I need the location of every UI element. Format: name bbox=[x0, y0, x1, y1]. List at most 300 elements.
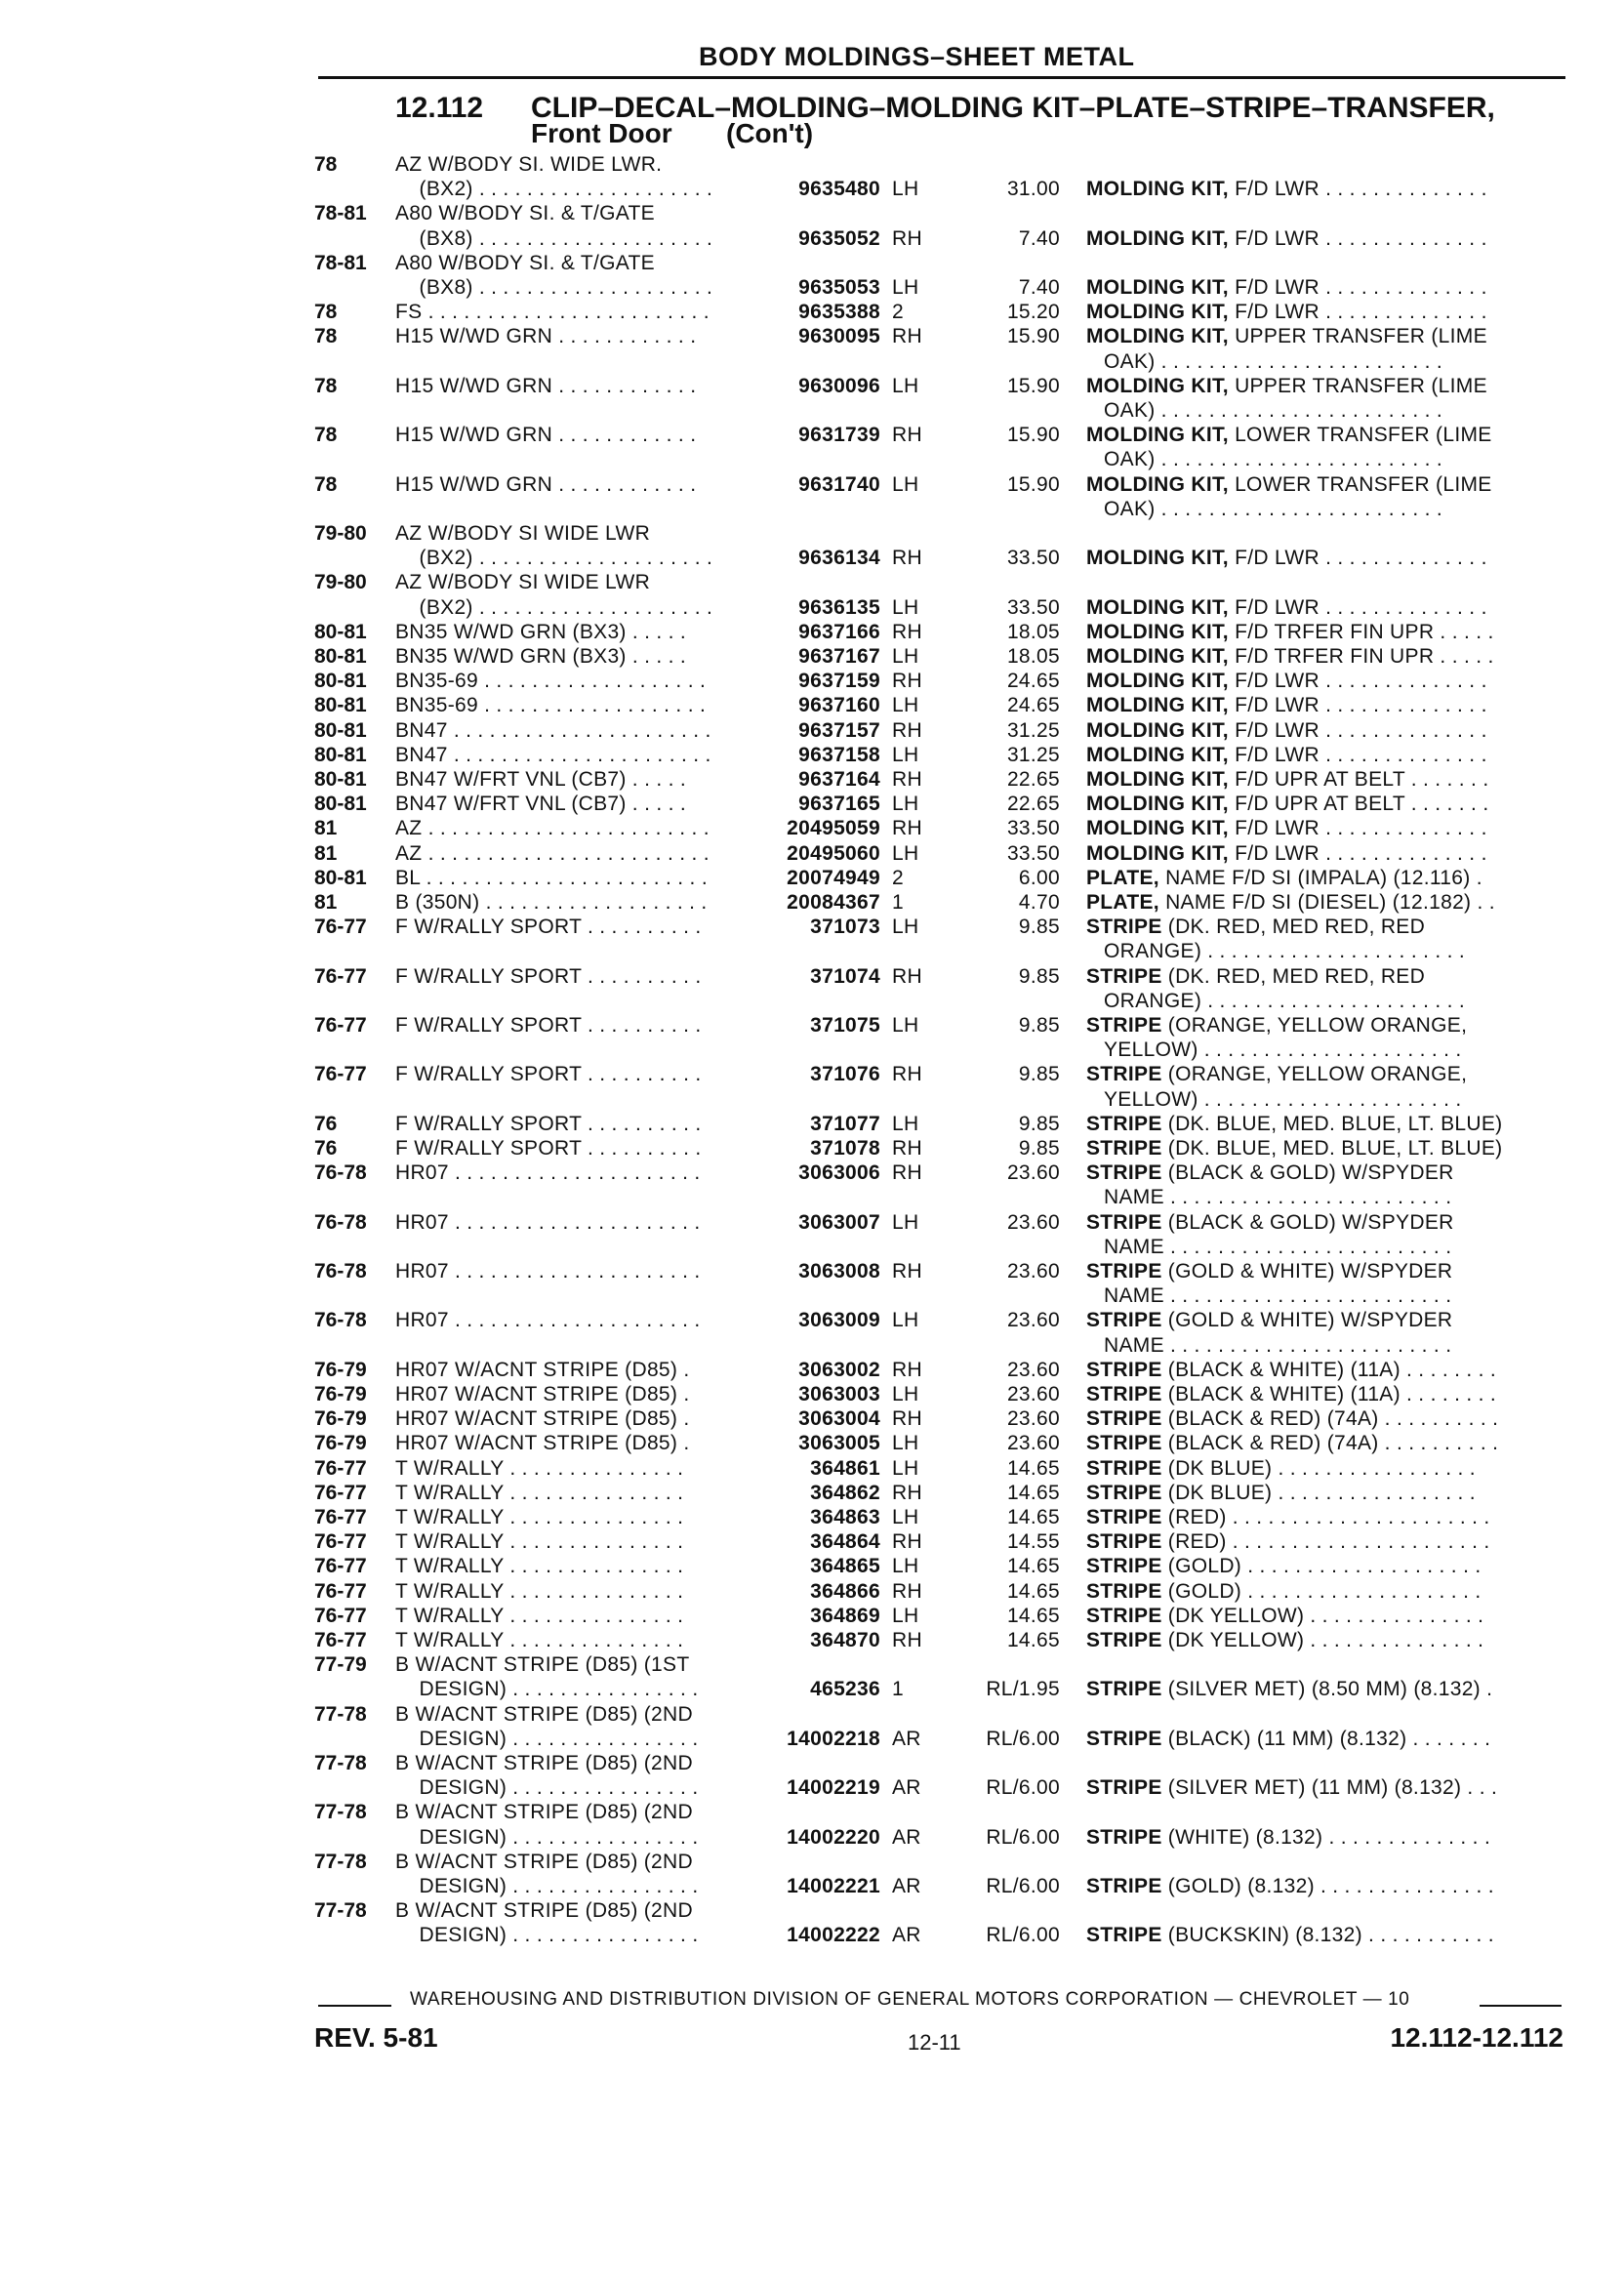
price: RL/6.00 bbox=[986, 1825, 1060, 1849]
part-number: 371073 bbox=[810, 916, 880, 939]
part-number: 14002219 bbox=[787, 1776, 880, 1800]
part-detail: (ORANGE, YELLOW ORANGE, bbox=[1167, 1014, 1468, 1037]
price: 14.65 bbox=[1006, 1456, 1060, 1480]
part-name: MOLDING KIT, bbox=[1086, 595, 1229, 619]
part-detail: F/D TRFER FIN UPR . . . . . bbox=[1235, 620, 1494, 643]
part-description bbox=[1086, 375, 1562, 398]
side-or-qty: RH bbox=[892, 1358, 922, 1381]
model-description: T W/RALLY . . . . . . . . . . . . . . . bbox=[395, 1604, 684, 1627]
year-range: 80-81 bbox=[314, 768, 367, 791]
price: RL/6.00 bbox=[986, 1875, 1060, 1897]
price: 14.65 bbox=[1006, 1506, 1060, 1528]
part-detail: (SILVER MET) (11 MM) (8.132) . . . bbox=[1167, 1776, 1498, 1800]
part-name: STRIPE bbox=[1086, 1776, 1162, 1800]
side-or-qty: LH bbox=[892, 793, 919, 816]
model-description: F W/RALLY SPORT . . . . . . . . . . bbox=[395, 1014, 702, 1037]
price: 9.85 bbox=[1018, 1137, 1060, 1160]
side-or-qty: LH bbox=[892, 841, 919, 865]
side-or-qty: 2 bbox=[892, 866, 904, 889]
model-description: A80 W/BODY SI. & T/GATE bbox=[395, 202, 655, 225]
part-name: MOLDING KIT, bbox=[1086, 793, 1229, 816]
year-range: 76-77 bbox=[314, 964, 367, 988]
side-or-qty: RH bbox=[892, 964, 922, 988]
part-name: MOLDING KIT, bbox=[1086, 670, 1229, 693]
model-description: B W/ACNT STRIPE (D85) (2ND bbox=[395, 1899, 693, 1923]
part-detail-continued: NAME . . . . . . . . . . . . . . . . . . . . . . . . bbox=[1104, 1235, 1452, 1258]
year-range: 78 bbox=[314, 374, 338, 397]
part-detail: (RED) . . . . . . . . . . . . . . . . . . . . . . bbox=[1167, 1530, 1490, 1554]
part-name: MOLDING KIT, bbox=[1086, 841, 1229, 865]
model-description: B W/ACNT STRIPE (D85) (1ST bbox=[395, 1653, 690, 1677]
part-detail: (ORANGE, YELLOW ORANGE, bbox=[1167, 1063, 1468, 1086]
part-number: 9636135 bbox=[798, 595, 880, 619]
part-number: 14002221 bbox=[787, 1875, 880, 1897]
part-name: STRIPE bbox=[1086, 1161, 1162, 1185]
part-detail: F/D LWR . . . . . . . . . . . . . . bbox=[1235, 670, 1487, 693]
part-detail-continued: YELLOW) . . . . . . . . . . . . . . . . . . . . . . bbox=[1104, 1087, 1462, 1111]
model-description: BN47 W/FRT VNL (CB7) . . . . . bbox=[395, 793, 687, 816]
side-or-qty: RH bbox=[892, 1530, 922, 1554]
year-range: 76-78 bbox=[314, 1260, 367, 1282]
price: 23.60 bbox=[1006, 1210, 1060, 1234]
part-detail: (DK YELLOW) . . . . . . . . . . . . . . . bbox=[1167, 1604, 1484, 1627]
part-name: MOLDING KIT, bbox=[1086, 743, 1229, 766]
part-name: STRIPE bbox=[1086, 1014, 1162, 1037]
price: 23.60 bbox=[1006, 1358, 1060, 1381]
part-description bbox=[1086, 1678, 1562, 1701]
side-or-qty: LH bbox=[892, 1456, 919, 1480]
model-description: B W/ACNT STRIPE (D85) (2ND bbox=[395, 1702, 693, 1726]
part-detail: (BLACK) (11 MM) (8.132) . . . . . . . bbox=[1167, 1727, 1491, 1750]
part-detail: (BLACK & RED) (74A) . . . . . . . . . . bbox=[1167, 1432, 1499, 1455]
part-detail: (WHITE) (8.132) . . . . . . . . . . . . . . bbox=[1167, 1825, 1491, 1849]
model-description: F W/RALLY SPORT . . . . . . . . . . bbox=[395, 964, 702, 988]
part-name: MOLDING KIT, bbox=[1086, 768, 1229, 791]
model-description: F W/RALLY SPORT . . . . . . . . . . bbox=[395, 1112, 702, 1135]
year-range: 81 bbox=[314, 817, 338, 840]
model-description: BN35-69 . . . . . . . . . . . . . . . . . . . bbox=[395, 670, 707, 693]
part-description bbox=[1086, 227, 1562, 251]
side-or-qty: LH bbox=[892, 743, 919, 766]
part-detail: (BLACK & RED) (74A) . . . . . . . . . . bbox=[1167, 1407, 1499, 1431]
year-range: 80-81 bbox=[314, 645, 367, 668]
part-description bbox=[1086, 1605, 1562, 1628]
side-or-qty: RH bbox=[892, 817, 922, 840]
year-range: 78 bbox=[314, 153, 338, 176]
part-detail: (DK YELLOW) . . . . . . . . . . . . . . . bbox=[1167, 1629, 1484, 1651]
part-detail: (SILVER MET) (8.50 MM) (8.132) . bbox=[1167, 1678, 1493, 1701]
price: 15.90 bbox=[1006, 472, 1060, 496]
part-name: STRIPE bbox=[1086, 1063, 1162, 1086]
model-description: (BX2) . . . . . . . . . . . . . . . . . . . . bbox=[395, 547, 713, 570]
side-or-qty: LH bbox=[892, 1432, 919, 1455]
part-number: 9637166 bbox=[798, 620, 880, 643]
part-detail: F/D LWR . . . . . . . . . . . . . . bbox=[1235, 817, 1487, 840]
part-name: MOLDING KIT, bbox=[1086, 374, 1229, 397]
part-description bbox=[1086, 621, 1562, 644]
part-detail: (DK BLUE) . . . . . . . . . . . . . . . . . bbox=[1167, 1481, 1476, 1504]
part-detail: F/D LWR . . . . . . . . . . . . . . bbox=[1235, 595, 1487, 619]
year-range: 80-81 bbox=[314, 793, 367, 816]
part-detail: LOWER TRANSFER (LIME bbox=[1235, 472, 1492, 496]
part-number: 3063004 bbox=[798, 1407, 880, 1431]
part-number: 371078 bbox=[810, 1137, 880, 1160]
part-description bbox=[1086, 1309, 1562, 1332]
part-detail: (DK BLUE) . . . . . . . . . . . . . . . . . bbox=[1167, 1456, 1476, 1480]
model-description: (BX2) . . . . . . . . . . . . . . . . . . . . bbox=[395, 178, 713, 201]
part-number: 3063009 bbox=[798, 1309, 880, 1332]
price: 31.25 bbox=[1006, 743, 1060, 766]
part-name: MOLDING KIT, bbox=[1086, 817, 1229, 840]
part-description bbox=[1086, 817, 1562, 840]
part-detail: F/D UPR AT BELT . . . . . . . bbox=[1235, 793, 1489, 816]
year-range: 76-77 bbox=[314, 1604, 367, 1627]
side-or-qty: LH bbox=[892, 694, 919, 717]
part-description bbox=[1086, 842, 1562, 866]
side-or-qty: LH bbox=[892, 645, 919, 668]
model-description: HR07 . . . . . . . . . . . . . . . . . . . . . bbox=[395, 1161, 701, 1185]
part-number: 3063003 bbox=[798, 1383, 880, 1405]
year-range: 78-81 bbox=[314, 251, 367, 274]
part-description bbox=[1086, 719, 1562, 743]
part-name: MOLDING KIT, bbox=[1086, 178, 1229, 201]
side-or-qty: LH bbox=[892, 276, 919, 299]
model-description: A80 W/BODY SI. & T/GATE bbox=[395, 251, 655, 274]
model-description: B (350N) . . . . . . . . . . . . . . . . . . . bbox=[395, 891, 708, 914]
model-description: H15 W/WD GRN . . . . . . . . . . . . bbox=[395, 472, 697, 496]
part-description bbox=[1086, 744, 1562, 767]
part-detail: F/D LWR . . . . . . . . . . . . . . bbox=[1235, 841, 1487, 865]
model-description: T W/RALLY . . . . . . . . . . . . . . . bbox=[395, 1456, 684, 1480]
part-name: PLATE, bbox=[1086, 866, 1159, 889]
part-detail: F/D LWR . . . . . . . . . . . . . . bbox=[1235, 694, 1487, 717]
part-name: STRIPE bbox=[1086, 1530, 1162, 1554]
model-description: DESIGN) . . . . . . . . . . . . . . . . bbox=[395, 1825, 699, 1849]
year-range: 76-77 bbox=[314, 1456, 367, 1480]
price: RL/6.00 bbox=[986, 1776, 1060, 1800]
side-or-qty: AR bbox=[892, 1776, 921, 1800]
part-description bbox=[1086, 1407, 1562, 1431]
part-name: MOLDING KIT, bbox=[1086, 620, 1229, 643]
part-description bbox=[1086, 276, 1562, 300]
part-detail-continued: NAME . . . . . . . . . . . . . . . . . . . . . . . . bbox=[1104, 1284, 1452, 1308]
side-or-qty: LH bbox=[892, 1383, 919, 1405]
part-name: MOLDING KIT, bbox=[1086, 226, 1229, 250]
part-name: STRIPE bbox=[1086, 1407, 1162, 1431]
model-description: HR07 W/ACNT STRIPE (D85) . bbox=[395, 1383, 690, 1405]
side-or-qty: AR bbox=[892, 1727, 921, 1750]
part-name: STRIPE bbox=[1086, 1727, 1162, 1750]
year-range: 76-79 bbox=[314, 1383, 367, 1405]
price: RL/1.95 bbox=[986, 1678, 1060, 1701]
part-detail: (GOLD) . . . . . . . . . . . . . . . . . . . . bbox=[1167, 1579, 1482, 1603]
price: 4.70 bbox=[1018, 891, 1060, 914]
part-name: STRIPE bbox=[1086, 1112, 1162, 1135]
part-detail: (GOLD & WHITE) W/SPYDER bbox=[1167, 1260, 1453, 1282]
price: 9.85 bbox=[1018, 1014, 1060, 1037]
side-or-qty: AR bbox=[892, 1875, 921, 1897]
model-description: F W/RALLY SPORT . . . . . . . . . . bbox=[395, 1063, 702, 1086]
year-range: 77-78 bbox=[314, 1702, 367, 1726]
part-number: 9637160 bbox=[798, 694, 880, 717]
price: 15.90 bbox=[1006, 374, 1060, 397]
model-description: HR07 . . . . . . . . . . . . . . . . . . . . . bbox=[395, 1260, 701, 1282]
price: 24.65 bbox=[1006, 694, 1060, 717]
part-name: MOLDING KIT, bbox=[1086, 472, 1229, 496]
price: 9.85 bbox=[1018, 1063, 1060, 1086]
year-range: 77-78 bbox=[314, 1899, 367, 1923]
part-number: 9635052 bbox=[798, 226, 880, 250]
footer-rule-right bbox=[1480, 2005, 1562, 2007]
part-detail: (BLACK & GOLD) W/SPYDER bbox=[1167, 1210, 1454, 1234]
year-range: 76-77 bbox=[314, 1555, 367, 1578]
part-name: PLATE, bbox=[1086, 891, 1159, 914]
side-or-qty: AR bbox=[892, 1924, 921, 1947]
year-range: 80-81 bbox=[314, 620, 367, 643]
header-rule bbox=[318, 76, 1565, 79]
side-or-qty: 1 bbox=[892, 1678, 904, 1701]
year-range: 76 bbox=[314, 1112, 338, 1135]
part-name: STRIPE bbox=[1086, 1481, 1162, 1504]
model-description: F W/RALLY SPORT . . . . . . . . . . bbox=[395, 1137, 702, 1160]
model-description: H15 W/WD GRN . . . . . . . . . . . . bbox=[395, 325, 697, 348]
year-range: 76-77 bbox=[314, 1629, 367, 1651]
year-range: 80-81 bbox=[314, 743, 367, 766]
model-description: BN47 W/FRT VNL (CB7) . . . . . bbox=[395, 768, 687, 791]
revision-label: REV. 5-81 bbox=[314, 2022, 438, 2053]
part-number: 3063002 bbox=[798, 1358, 880, 1381]
side-or-qty: RH bbox=[892, 325, 922, 348]
model-description: H15 W/WD GRN . . . . . . . . . . . . bbox=[395, 374, 697, 397]
year-range: 76-77 bbox=[314, 1506, 367, 1528]
year-range: 81 bbox=[314, 841, 338, 865]
price: 22.65 bbox=[1006, 793, 1060, 816]
part-detail: F/D LWR . . . . . . . . . . . . . . bbox=[1235, 178, 1487, 201]
part-detail: F/D LWR . . . . . . . . . . . . . . bbox=[1235, 276, 1487, 299]
part-number: 364869 bbox=[810, 1604, 880, 1627]
side-or-qty: RH bbox=[892, 718, 922, 742]
section-range: 12.112-12.112 bbox=[1390, 2022, 1563, 2053]
part-name: STRIPE bbox=[1086, 1137, 1162, 1160]
year-range: 79-80 bbox=[314, 522, 367, 545]
year-range: 77-78 bbox=[314, 1752, 367, 1774]
part-number: 9637157 bbox=[798, 718, 880, 742]
section-subtitle: Front Door bbox=[531, 118, 672, 148]
side-or-qty: LH bbox=[892, 472, 919, 496]
side-or-qty: LH bbox=[892, 178, 919, 201]
price: 31.00 bbox=[1006, 178, 1060, 201]
section-title: CLIP–DECAL–MOLDING–MOLDING KIT–PLATE–STRIPE–TRANSFER, bbox=[531, 92, 1495, 124]
part-detail-continued: OAK) . . . . . . . . . . . . . . . . . . . . . . . . bbox=[1104, 497, 1442, 520]
model-description: HR07 W/ACNT STRIPE (D85) . bbox=[395, 1432, 690, 1455]
price: 33.50 bbox=[1006, 595, 1060, 619]
year-range: 77-78 bbox=[314, 1850, 367, 1873]
part-description bbox=[1086, 1776, 1562, 1800]
price: 23.60 bbox=[1006, 1407, 1060, 1431]
part-description bbox=[1086, 768, 1562, 792]
part-number: 3063007 bbox=[798, 1210, 880, 1234]
side-or-qty: RH bbox=[892, 424, 922, 447]
part-detail: NAME F/D SI (IMPALA) (12.116) . bbox=[1165, 866, 1482, 889]
part-name: STRIPE bbox=[1086, 1210, 1162, 1234]
model-description: BN47 . . . . . . . . . . . . . . . . . . . . . . bbox=[395, 718, 711, 742]
price: 18.05 bbox=[1006, 645, 1060, 668]
part-detail: F/D LWR . . . . . . . . . . . . . . bbox=[1235, 718, 1487, 742]
part-number: 9635053 bbox=[798, 276, 880, 299]
side-or-qty: LH bbox=[892, 1604, 919, 1627]
model-description: T W/RALLY . . . . . . . . . . . . . . . bbox=[395, 1506, 684, 1528]
price: 14.65 bbox=[1006, 1579, 1060, 1603]
model-description: BN35 W/WD GRN (BX3) . . . . . bbox=[395, 620, 687, 643]
part-number: 14002222 bbox=[787, 1924, 880, 1947]
price: 23.60 bbox=[1006, 1432, 1060, 1455]
part-detail: (BLACK & WHITE) (11A) . . . . . . . . bbox=[1167, 1358, 1497, 1381]
part-name: STRIPE bbox=[1086, 1432, 1162, 1455]
part-detail: F/D LWR . . . . . . . . . . . . . . bbox=[1235, 547, 1487, 570]
part-name: STRIPE bbox=[1086, 964, 1162, 988]
model-description: BN35 W/WD GRN (BX3) . . . . . bbox=[395, 645, 687, 668]
part-description bbox=[1086, 867, 1562, 890]
model-description: FS . . . . . . . . . . . . . . . . . . . . . . . . bbox=[395, 301, 710, 324]
model-description: T W/RALLY . . . . . . . . . . . . . . . bbox=[395, 1530, 684, 1554]
year-range: 76-78 bbox=[314, 1161, 367, 1185]
model-description: AZ W/BODY SI. WIDE LWR. bbox=[395, 153, 663, 176]
price: 24.65 bbox=[1006, 670, 1060, 693]
side-or-qty: LH bbox=[892, 1210, 919, 1234]
year-range: 76-77 bbox=[314, 916, 367, 939]
price: 9.85 bbox=[1018, 1112, 1060, 1135]
side-or-qty: LH bbox=[892, 916, 919, 939]
part-number: 9637158 bbox=[798, 743, 880, 766]
model-description: T W/RALLY . . . . . . . . . . . . . . . bbox=[395, 1579, 684, 1603]
footer-rule-left bbox=[318, 2005, 391, 2007]
year-range: 80-81 bbox=[314, 866, 367, 889]
model-description: DESIGN) . . . . . . . . . . . . . . . . bbox=[395, 1776, 699, 1800]
side-or-qty: LH bbox=[892, 1112, 919, 1135]
model-description: HR07 W/ACNT STRIPE (D85) . bbox=[395, 1407, 690, 1431]
part-detail: (RED) . . . . . . . . . . . . . . . . . . . . . . bbox=[1167, 1506, 1490, 1528]
price: 22.65 bbox=[1006, 768, 1060, 791]
price: 9.85 bbox=[1018, 964, 1060, 988]
model-description: HR07 . . . . . . . . . . . . . . . . . . . . . bbox=[395, 1210, 701, 1234]
part-detail: LOWER TRANSFER (LIME bbox=[1235, 424, 1492, 447]
part-number: 9637159 bbox=[798, 670, 880, 693]
model-description: H15 W/WD GRN . . . . . . . . . . . . bbox=[395, 424, 697, 447]
part-name: STRIPE bbox=[1086, 1456, 1162, 1480]
side-or-qty: RH bbox=[892, 1137, 922, 1160]
part-number: 371076 bbox=[810, 1063, 880, 1086]
part-name: STRIPE bbox=[1086, 1579, 1162, 1603]
side-or-qty: RH bbox=[892, 670, 922, 693]
section-continued: (Con't) bbox=[726, 118, 814, 148]
year-range: 78 bbox=[314, 472, 338, 496]
part-description bbox=[1086, 473, 1562, 497]
model-description: T W/RALLY . . . . . . . . . . . . . . . bbox=[395, 1555, 684, 1578]
part-description bbox=[1086, 1457, 1562, 1481]
part-number: 9631740 bbox=[798, 472, 880, 496]
part-detail: (GOLD & WHITE) W/SPYDER bbox=[1167, 1309, 1453, 1332]
price: RL/6.00 bbox=[986, 1924, 1060, 1947]
side-or-qty: RH bbox=[892, 1063, 922, 1086]
part-description bbox=[1086, 1506, 1562, 1529]
part-number: 9636134 bbox=[798, 547, 880, 570]
part-description bbox=[1086, 1875, 1562, 1898]
part-number: 9630096 bbox=[798, 374, 880, 397]
part-description bbox=[1086, 1482, 1562, 1505]
part-name: MOLDING KIT, bbox=[1086, 301, 1229, 324]
part-name: MOLDING KIT, bbox=[1086, 547, 1229, 570]
price: 15.90 bbox=[1006, 325, 1060, 348]
part-number: 14002218 bbox=[787, 1727, 880, 1750]
part-name: STRIPE bbox=[1086, 1678, 1162, 1701]
price: 14.65 bbox=[1006, 1629, 1060, 1651]
side-or-qty: AR bbox=[892, 1825, 921, 1849]
part-description bbox=[1086, 1113, 1562, 1136]
part-name: MOLDING KIT, bbox=[1086, 718, 1229, 742]
price: 33.50 bbox=[1006, 547, 1060, 570]
part-detail: (GOLD) . . . . . . . . . . . . . . . . . . . . bbox=[1167, 1555, 1482, 1578]
part-detail: (BUCKSKIN) (8.132) . . . . . . . . . . . bbox=[1167, 1924, 1494, 1947]
year-range: 76-79 bbox=[314, 1407, 367, 1431]
part-detail: (GOLD) (8.132) . . . . . . . . . . . . . . . bbox=[1167, 1875, 1494, 1897]
model-description: B W/ACNT STRIPE (D85) (2ND bbox=[395, 1752, 693, 1774]
part-detail-continued: NAME . . . . . . . . . . . . . . . . . . . . . . . . bbox=[1104, 1333, 1452, 1357]
model-description: B W/ACNT STRIPE (D85) (2ND bbox=[395, 1850, 693, 1873]
part-name: STRIPE bbox=[1086, 1555, 1162, 1578]
part-description bbox=[1086, 1260, 1562, 1283]
part-number: 364861 bbox=[810, 1456, 880, 1480]
year-range: 77-79 bbox=[314, 1653, 367, 1677]
side-or-qty: RH bbox=[892, 1260, 922, 1282]
year-range: 76-77 bbox=[314, 1014, 367, 1037]
part-detail: F/D LWR . . . . . . . . . . . . . . bbox=[1235, 226, 1487, 250]
price: 14.65 bbox=[1006, 1555, 1060, 1578]
part-description bbox=[1086, 916, 1562, 939]
price: 23.60 bbox=[1006, 1161, 1060, 1185]
side-or-qty: RH bbox=[892, 226, 922, 250]
part-number: 3063005 bbox=[798, 1432, 880, 1455]
side-or-qty: LH bbox=[892, 1309, 919, 1332]
part-detail-continued: ORANGE) . . . . . . . . . . . . . . . . . . . . . . bbox=[1104, 989, 1466, 1012]
part-detail: (BLACK & GOLD) W/SPYDER bbox=[1167, 1161, 1454, 1185]
part-number: 364870 bbox=[810, 1629, 880, 1651]
part-description bbox=[1086, 424, 1562, 447]
year-range: 76-77 bbox=[314, 1063, 367, 1086]
model-description: AZ W/BODY SI WIDE LWR bbox=[395, 571, 651, 594]
part-detail: (DK. RED, MED RED, RED bbox=[1167, 964, 1426, 988]
side-or-qty: RH bbox=[892, 1161, 922, 1185]
part-detail: (DK. BLUE, MED. BLUE, LT. BLUE) bbox=[1167, 1137, 1503, 1160]
model-description: HR07 W/ACNT STRIPE (D85) . bbox=[395, 1358, 690, 1381]
side-or-qty: LH bbox=[892, 1506, 919, 1528]
section-number: 12.112 bbox=[395, 92, 484, 124]
part-number: 20084367 bbox=[787, 891, 880, 914]
part-detail: F/D UPR AT BELT . . . . . . . bbox=[1235, 768, 1489, 791]
year-range: 78 bbox=[314, 301, 338, 324]
part-description bbox=[1086, 1014, 1562, 1038]
price: 23.60 bbox=[1006, 1309, 1060, 1332]
part-number: 371077 bbox=[810, 1112, 880, 1135]
year-range: 80-81 bbox=[314, 670, 367, 693]
part-description bbox=[1086, 178, 1562, 201]
part-description bbox=[1086, 1137, 1562, 1160]
model-description: DESIGN) . . . . . . . . . . . . . . . . bbox=[395, 1727, 699, 1750]
part-detail: UPPER TRANSFER (LIME bbox=[1235, 325, 1487, 348]
part-name: MOLDING KIT, bbox=[1086, 325, 1229, 348]
year-range: 76-77 bbox=[314, 1481, 367, 1504]
part-number: 371075 bbox=[810, 1014, 880, 1037]
part-name: MOLDING KIT, bbox=[1086, 645, 1229, 668]
